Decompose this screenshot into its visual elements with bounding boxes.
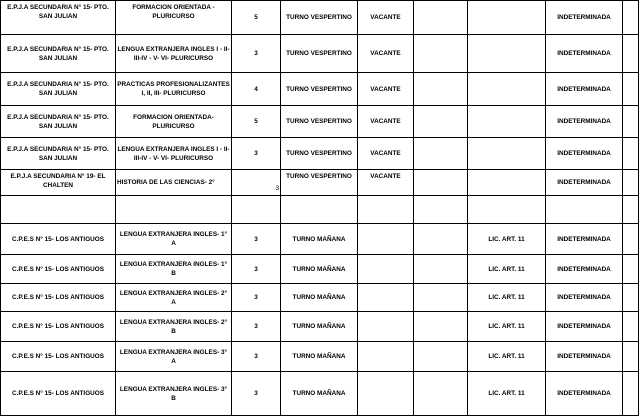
- table-row: [1, 284, 639, 312]
- hours-cell: 5: [232, 1, 281, 35]
- reason-cell: LIC. ART. 11: [468, 224, 546, 255]
- reason-cell: [468, 1, 546, 35]
- hours-cell: 3: [232, 170, 281, 196]
- extra-cell: [623, 73, 639, 106]
- extra-cell: [623, 138, 639, 170]
- duration-cell: INDETERMINADA: [546, 224, 623, 255]
- subject-cell: LENGUA EXTRANJERA INGLES I - II-III-IV - V- VI- PLURICURSO: [116, 138, 232, 170]
- duration-cell: INDETERMINADA: [546, 255, 623, 284]
- status-cell: [358, 224, 414, 255]
- status-cell: [358, 284, 414, 312]
- table-body: [1, 1, 639, 416]
- shift-cell: TURNO MAÑANA: [281, 342, 358, 372]
- hours-cell: 3: [232, 284, 281, 312]
- subject-cell: LENGUA EXTRANJERA INGLES- 2° A: [116, 284, 232, 312]
- school-cell: C.P.E.S N° 15- LOS ANTIGUOS: [1, 255, 116, 284]
- status-cell: VACANTE: [358, 106, 414, 138]
- empty-cell: [414, 224, 468, 255]
- reason-cell: [468, 170, 546, 196]
- hours-cell: 3: [232, 342, 281, 372]
- extra-cell: [623, 170, 639, 196]
- school-cell: E.P.J.A SECUNDARIA N° 15- PTO. SAN JULIAN: [1, 138, 116, 170]
- reason-cell: [468, 35, 546, 73]
- school-cell: E.P.J.A SECUNDARIA N° 15- PTO. SAN JULIAN: [1, 35, 116, 73]
- subject-cell: FORMACION ORIENTADA - PLURICURSO: [116, 1, 232, 35]
- empty-cell: [414, 342, 468, 372]
- school-cell: C.P.E.S N° 15- LOS ANTIGUOS: [1, 224, 116, 255]
- subject-cell: LENGUA EXTRANJERA INGLES- 3° B: [116, 372, 232, 416]
- table-row: [1, 106, 639, 138]
- reason-cell: [468, 73, 546, 106]
- reason-cell: LIC. ART. 11: [468, 312, 546, 342]
- duration-cell: INDETERMINADA: [546, 284, 623, 312]
- empty-cell: [414, 73, 468, 106]
- subject-cell: LENGUA EXTRANJERA INGLES I - II-III-IV - V- VI- PLURICURSO: [116, 35, 232, 73]
- status-cell: VACANTE: [358, 138, 414, 170]
- duration-cell: [546, 196, 623, 224]
- hours-cell: 5: [232, 106, 281, 138]
- empty-cell: [414, 170, 468, 196]
- table-row: [1, 224, 639, 255]
- table-row: [1, 312, 639, 342]
- table-row: [1, 170, 639, 196]
- empty-cell: [414, 106, 468, 138]
- duration-cell: INDETERMINADA: [546, 35, 623, 73]
- table-row: [1, 35, 639, 73]
- subject-cell: HISTORIA DE LAS CIENCIAS- 2°: [116, 170, 232, 196]
- hours-cell: 3: [232, 372, 281, 416]
- hours-cell: 3: [232, 35, 281, 73]
- shift-cell: TURNO MAÑANA: [281, 255, 358, 284]
- extra-cell: [623, 35, 639, 73]
- table-row: [1, 1, 639, 35]
- school-cell: C.P.E.S N° 15- LOS ANTIGUOS: [1, 342, 116, 372]
- empty-cell: [414, 196, 468, 224]
- empty-cell: [414, 255, 468, 284]
- extra-cell: [623, 372, 639, 416]
- duration-cell: INDETERMINADA: [546, 73, 623, 106]
- table-row: [1, 73, 639, 106]
- reason-cell: LIC. ART. 11: [468, 255, 546, 284]
- table-row: [1, 138, 639, 170]
- extra-cell: [623, 196, 639, 224]
- table-row: [1, 372, 639, 416]
- empty-cell: [414, 312, 468, 342]
- reason-cell: [468, 138, 546, 170]
- shift-cell: TURNO VESPERTINO: [281, 106, 358, 138]
- table-row: [1, 196, 639, 224]
- table-row: [1, 342, 639, 372]
- reason-cell: [468, 196, 546, 224]
- shift-cell: TURNO VESPERTINO: [281, 73, 358, 106]
- duration-cell: INDETERMINADA: [546, 1, 623, 35]
- shift-cell: TURNO MAÑANA: [281, 372, 358, 416]
- duration-cell: INDETERMINADA: [546, 312, 623, 342]
- subject-cell: LENGUA EXTRANJERA INGLES- 1° A: [116, 224, 232, 255]
- status-cell: VACANTE: [358, 73, 414, 106]
- extra-cell: [623, 224, 639, 255]
- subject-cell: LENGUA EXTRANJERA INGLES- 2° B: [116, 312, 232, 342]
- reason-cell: [468, 106, 546, 138]
- empty-cell: [414, 284, 468, 312]
- status-cell: VACANTE: [358, 1, 414, 35]
- hours-cell: 3: [232, 255, 281, 284]
- empty-cell: [414, 1, 468, 35]
- extra-cell: [623, 1, 639, 35]
- table-row: [1, 255, 639, 284]
- school-cell: C.P.E.S N° 15- LOS ANTIGUOS: [1, 312, 116, 342]
- empty-cell: [414, 138, 468, 170]
- hours-cell: 4: [232, 73, 281, 106]
- extra-cell: [623, 255, 639, 284]
- hours-cell: 3: [232, 312, 281, 342]
- status-cell: VACANTE: [358, 35, 414, 73]
- subject-cell: LENGUA EXTRANJERA INGLES- 1° B: [116, 255, 232, 284]
- duration-cell: INDETERMINADA: [546, 138, 623, 170]
- school-cell: C.P.E.S N° 15- LOS ANTIGUOS: [1, 284, 116, 312]
- subject-cell: PRACTICAS PROFESIONALIZANTES I, II, III- PLURICURSO: [116, 73, 232, 106]
- subject-cell: LENGUA EXTRANJERA INGLES- 3° A: [116, 342, 232, 372]
- status-cell: VACANTE: [358, 170, 414, 196]
- school-cell: [1, 196, 116, 224]
- status-cell: [358, 196, 414, 224]
- school-cell: E.P.J.A SECUNDARIA N° 19- EL CHALTEN: [1, 170, 116, 196]
- duration-cell: INDETERMINADA: [546, 170, 623, 196]
- empty-cell: [414, 35, 468, 73]
- shift-cell: TURNO VESPERTINO: [281, 170, 358, 196]
- school-cell: E.P.J.A SECUNDARIA N° 15- PTO. SAN JULIAN: [1, 106, 116, 138]
- reason-cell: LIC. ART. 11: [468, 284, 546, 312]
- duration-cell: INDETERMINADA: [546, 372, 623, 416]
- subject-cell: FORMACION ORIENTADA- PLURICURSO: [116, 106, 232, 138]
- hours-cell: 3: [232, 224, 281, 255]
- school-cell: E.P.J.A SECUNDARIA N° 15- PTO. SAN JULIAN: [1, 1, 116, 35]
- shift-cell: TURNO VESPERTINO: [281, 35, 358, 73]
- extra-cell: [623, 284, 639, 312]
- status-cell: [358, 342, 414, 372]
- shift-cell: [281, 196, 358, 224]
- school-cell: E.P.J.A SECUNDARIA N° 15- PTO. SAN JULIAN: [1, 73, 116, 106]
- duration-cell: INDETERMINADA: [546, 342, 623, 372]
- status-cell: [358, 372, 414, 416]
- duration-cell: INDETERMINADA: [546, 106, 623, 138]
- shift-cell: TURNO MAÑANA: [281, 312, 358, 342]
- extra-cell: [623, 106, 639, 138]
- shift-cell: TURNO VESPERTINO: [281, 138, 358, 170]
- status-cell: [358, 312, 414, 342]
- shift-cell: TURNO VESPERTINO: [281, 1, 358, 35]
- extra-cell: [623, 312, 639, 342]
- subject-cell: [116, 196, 232, 224]
- shift-cell: TURNO MAÑANA: [281, 284, 358, 312]
- shift-cell: TURNO MAÑANA: [281, 224, 358, 255]
- empty-cell: [414, 372, 468, 416]
- extra-cell: [623, 342, 639, 372]
- hours-cell: 3: [232, 138, 281, 170]
- school-cell: C.P.E.S N° 15- LOS ANTIGUOS: [1, 372, 116, 416]
- status-cell: [358, 255, 414, 284]
- reason-cell: LIC. ART. 11: [468, 372, 546, 416]
- reason-cell: LIC. ART. 11: [468, 342, 546, 372]
- hours-cell: [232, 196, 281, 224]
